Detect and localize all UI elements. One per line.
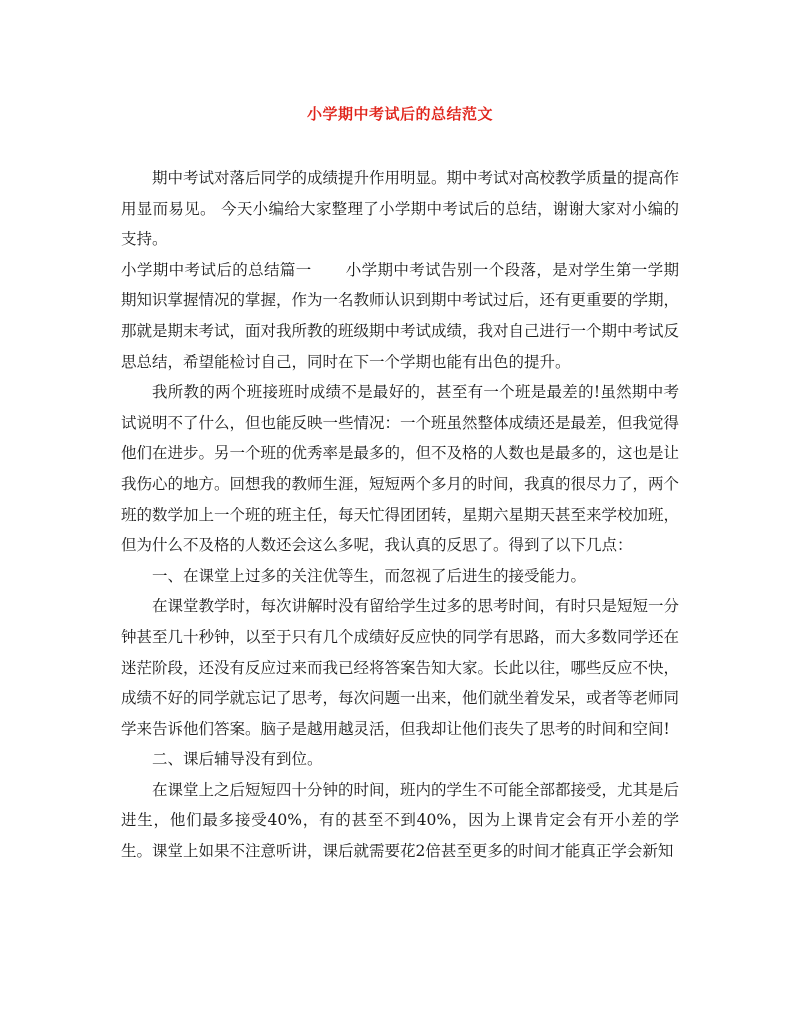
intro-paragraph: 期中考试对落后同学的成绩提升作用明显。期中考试对高校教学质量的提高作用显而易见。 今天小编给大家整理了小学期中考试后的总结，谢谢大家对小编的支持。 xyxy=(121,169,680,249)
document-title: 小学期中考试后的总结范文 xyxy=(306,105,493,123)
body-paragraph: 在课堂教学时，每次讲解时没有留给学生过多的思考时间，有时只是短短一分钟甚至几十秒钟，以至于只有几个成绩好反应快的同学有思路，而大多数同学还在迷茫阶段，还没有反应过来而我已经将答案告知大家。长此以往，哪些反应不快，成绩不好的同学就忘记了思考，每次问题一出来，他们就坐着发呆，或者等老师同学来告诉他们答案。脑子是越用越灵活，但我却让他们丧失了思考的时间和空间! xyxy=(121,597,680,738)
point-heading: 二、课后辅导没有到位。 xyxy=(152,750,323,769)
body-paragraph: 我所教的两个班接班时成绩不是最好的，甚至有一个班是最差的!虽然期中考试说明不了什么，但也能反映一些情况：一个班虽然整体成绩还是最差，但我觉得他们在进步。另一个班的优秀率是最多的，但不及格的人数也是最多的，这也是让我伤心的地方。回想我的教师生涯，短短两个多月的时间，我真的很尽力了，两个班的数学加上一个班的班主任，每天忙得团团转，星期六星期天甚至来学校加班，但为什么不及格的人数还会这么多呢，我认真的反思了。得到了以下几点： xyxy=(121,383,680,555)
section-heading: 小学期中考试后的总结篇一 xyxy=(121,260,312,279)
section-text: 小学期中考试告别一个段落，是对学生第一学期期知识掌握情况的掌握，作为一名教师认识到期中考试过后，还有更重要的学期，那就是期末考试，面对我所教的班级期中考试成绩，我对自己进行一个期中考试反思总结，希望能检讨自己，同时在下一个学期也能有出色的提升。 xyxy=(121,260,680,371)
document-body xyxy=(121,163,679,867)
point-heading: 一、在课堂上过多的关注优等生，而忽视了后进生的接受能力。 xyxy=(152,566,587,585)
body-paragraph: 在课堂上之后短短四十分钟的时间，班内的学生不可能全部都接受，尤其是后进生，他们最多接受40%，有的甚至不到40%，因为上课肯定会有开小差的学生。课堂上如果不注意听讲，课后就需要花2倍甚至更多的时间才能真正学会新知 xyxy=(121,780,680,861)
section-paragraph xyxy=(121,255,679,377)
